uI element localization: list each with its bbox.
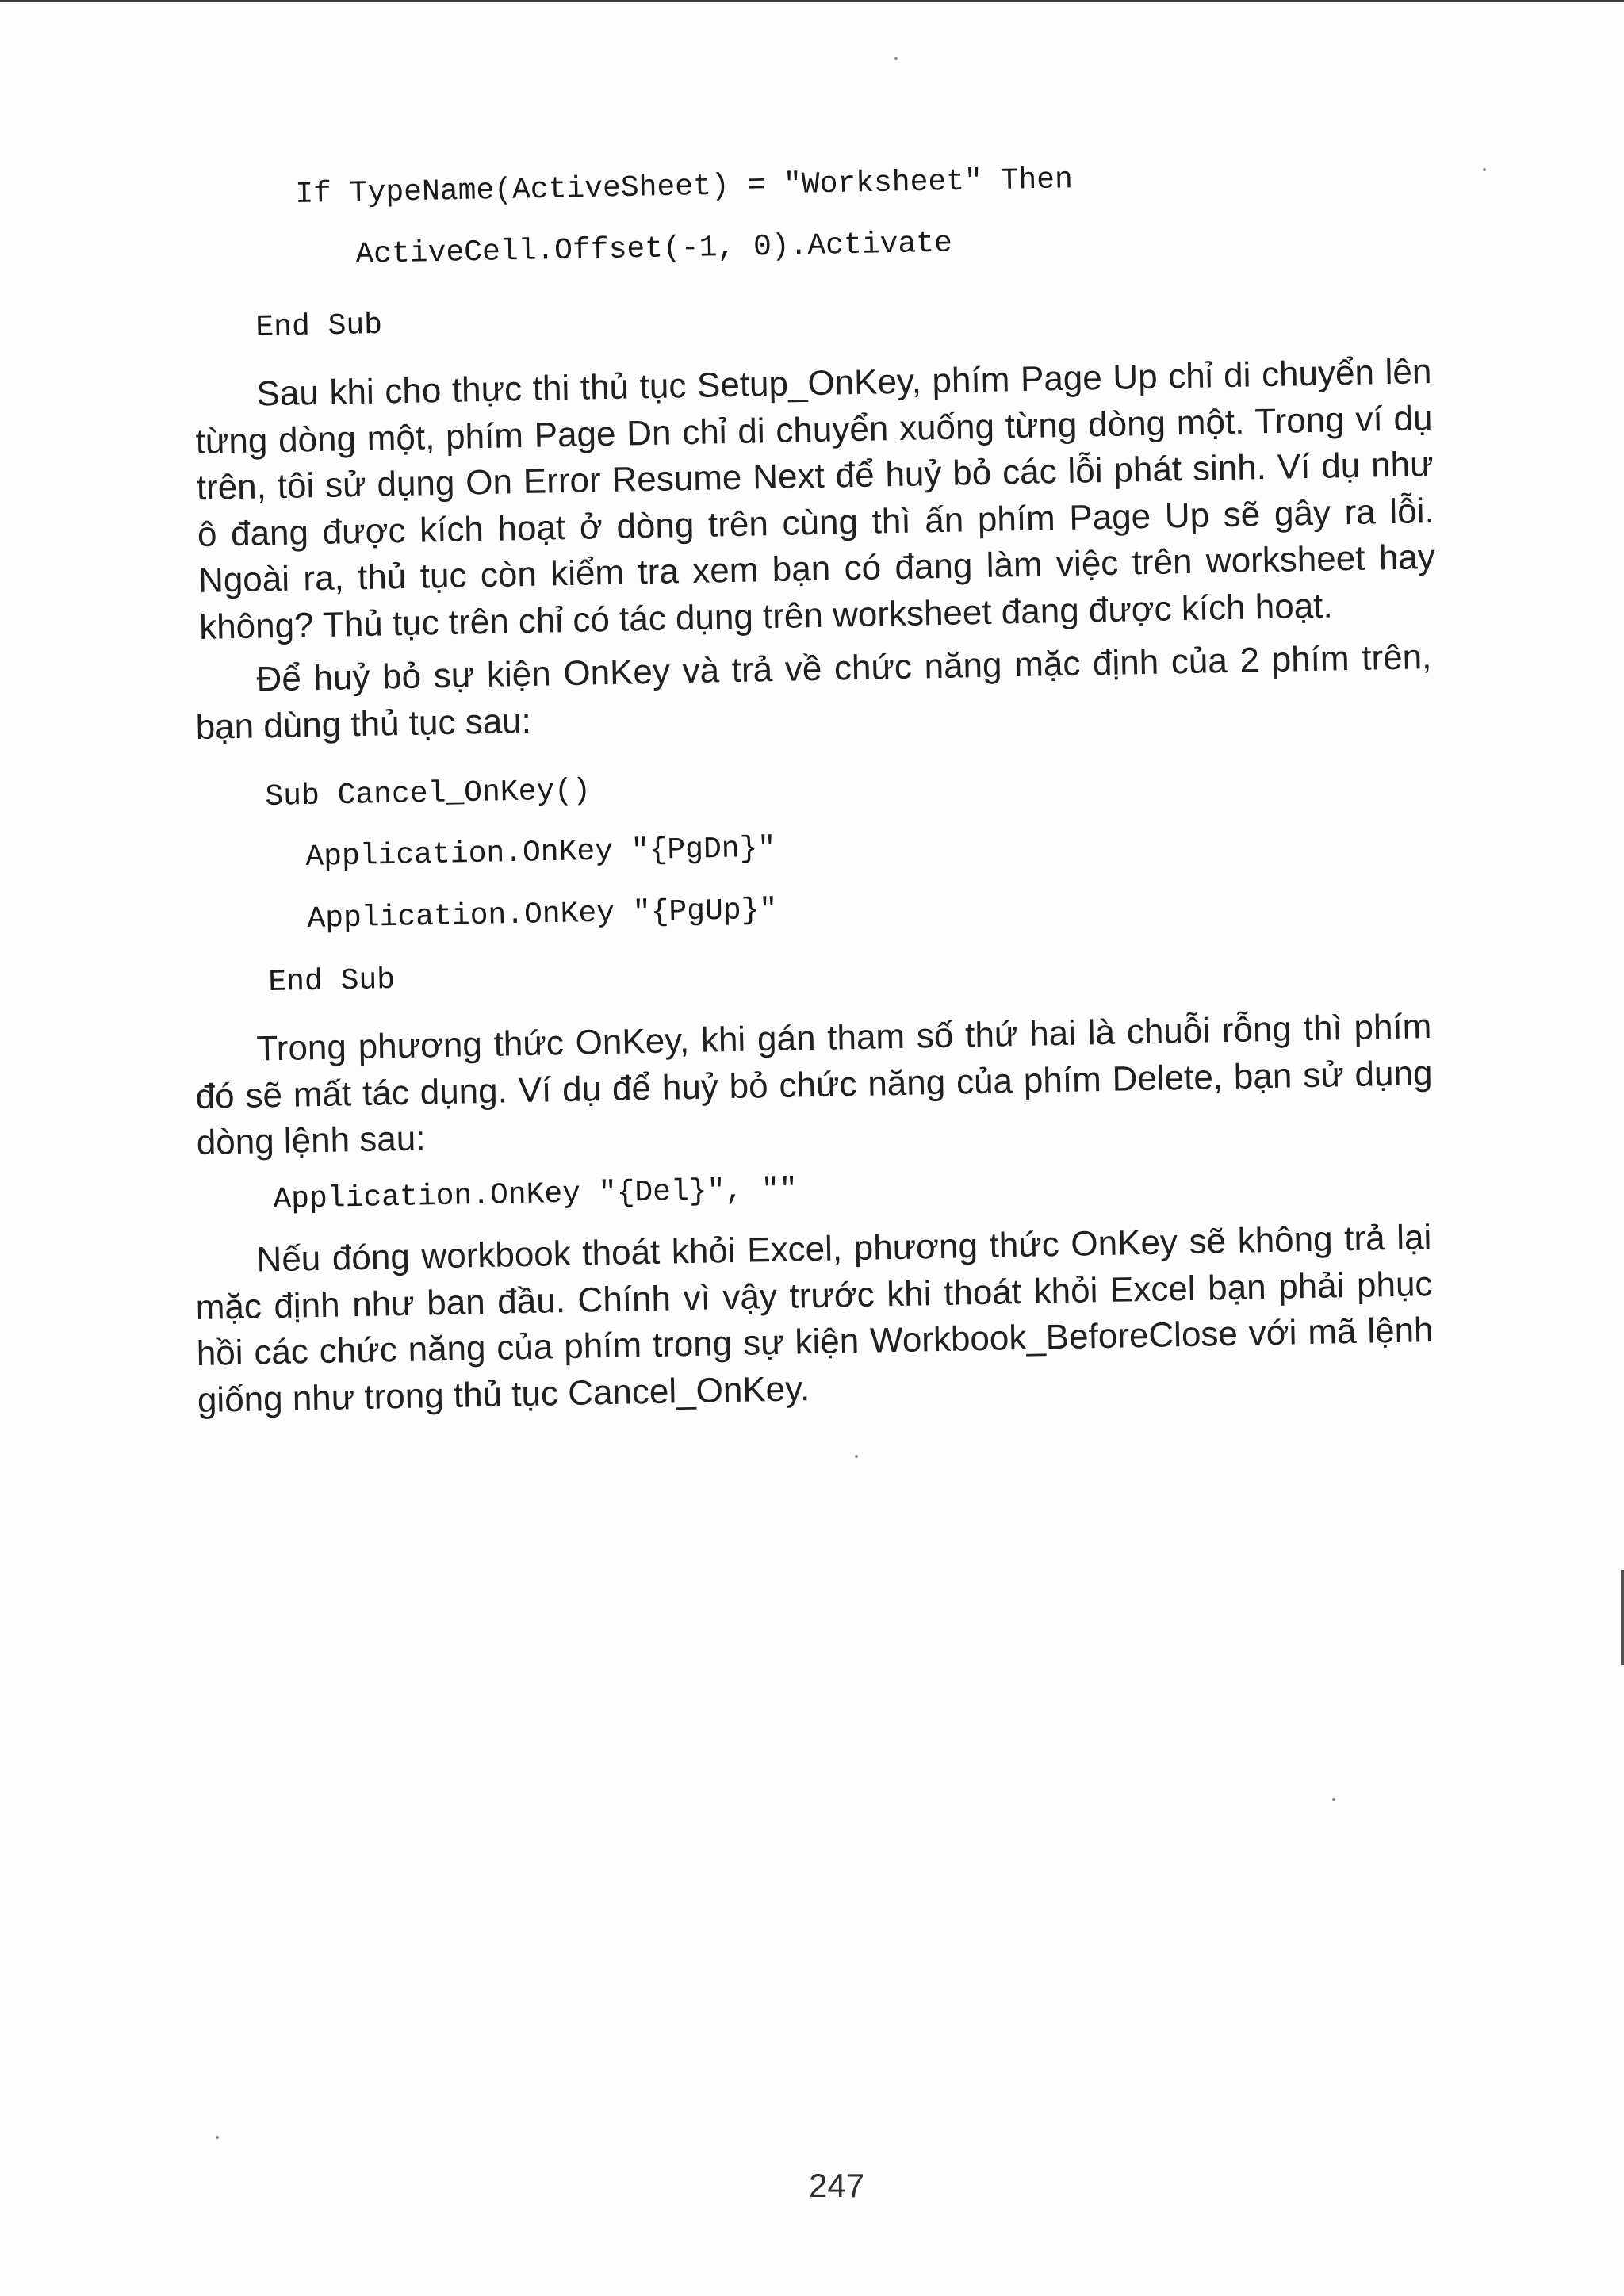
code-line: ActiveCell.Offset(-1, 0).Activate <box>355 226 953 272</box>
scan-speck <box>894 57 898 60</box>
code-line: End Sub <box>255 308 383 345</box>
code-line: Sub Cancel_OnKey() <box>265 774 592 814</box>
body-paragraph: Để huỷ bỏ sự kiện OnKey và trả về chức năng mặc định của 2 phím trên, bạn dùng thủ tục sau: <box>195 637 1432 747</box>
code-line: Application.OnKey "{PgDn}" <box>305 831 776 874</box>
scan-right-edge <box>1621 1570 1624 1665</box>
scan-speck <box>1483 168 1486 171</box>
body-paragraph: Sau khi cho thực thi thủ tục Setup_OnKey, phím Page Up chỉ di chuyển lên từng dòng một, phím Page Dn chỉ di chuyển xuống từng dòng một. Trong ví dụ trên, tôi sử dụng On Error Resume Next để huỷ bỏ các lỗi phát sinh. Ví dụ như ô đang được kích hoạt ở dòng trên cùng thì ấn phím Page Up sẽ gây ra lỗi. Ngoài ra, thủ tục còn kiểm tra xem bạn có đang làm việc trên worksheet hay không? Thủ tục trên chỉ có tác dụng trên worksheet đang được kích hoạt. <box>195 352 1436 647</box>
page-number: 247 <box>809 2167 865 2204</box>
scan-speck <box>855 1455 858 1458</box>
scan-speck <box>216 2136 219 2139</box>
code-line: End Sub <box>268 962 396 1000</box>
body-paragraph: Nếu đóng workbook thoát khỏi Excel, phương thức OnKey sẽ không trả lại mặc định như ban đầu. Chính vì vậy trước khi thoát khỏi Excel bạn phải phục hồi các chức năng của phím trong sự kiện Workbook_BeforeClose với mã lệnh giống như trong thủ tục Cancel_OnKey. <box>195 1218 1434 1420</box>
code-line: Application.OnKey "{Del}", "" <box>273 1173 799 1217</box>
code-line: Application.OnKey "{PgUp}" <box>307 893 778 936</box>
body-paragraph: Trong phương thức OnKey, khi gán tham số thứ hai là chuỗi rỗng thì phím đó sẽ mất tác dụng. Ví dụ để huỷ bỏ chức năng của phím Delete, bạn sử dụng dòng lệnh sau: <box>195 1007 1433 1162</box>
scan-top-edge <box>0 0 1624 2</box>
scan-speck <box>1332 1798 1335 1801</box>
code-line: If TypeName(ActiveSheet) = "Worksheet" Then <box>295 163 1074 212</box>
